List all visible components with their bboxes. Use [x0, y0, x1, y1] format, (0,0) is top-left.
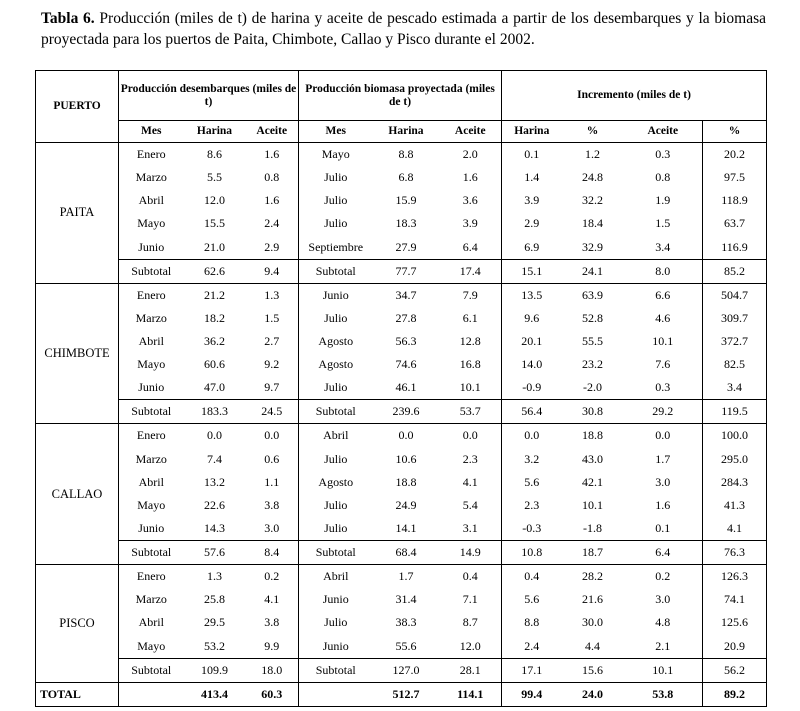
table-cell: 4.6	[655, 310, 671, 325]
table-row	[36, 448, 767, 471]
table-cell: 0.6	[264, 451, 280, 466]
subtotal-cell: 24.5	[246, 400, 299, 424]
table-cell: 3.2	[502, 448, 562, 471]
subtotal-row	[36, 400, 767, 424]
table-cell: 2.9	[264, 239, 280, 254]
table-cell: 16.8	[459, 357, 481, 372]
table-cell: 1.2	[562, 143, 624, 167]
table-cell: 24.8	[582, 170, 604, 185]
table-cell: 3.0	[264, 520, 280, 535]
table-cell: Marzo	[119, 588, 184, 611]
table-cell: 1.5	[655, 216, 671, 231]
table-cell: 0.0	[624, 424, 703, 448]
table-cell: 2.7	[264, 333, 280, 348]
header-pct-1: %	[562, 121, 624, 143]
table-cell: 126.3	[703, 565, 767, 589]
table-row	[36, 283, 767, 307]
table-cell: Abril	[119, 471, 184, 494]
table-cell: 55.6	[395, 638, 417, 653]
table-cell: Agosto	[299, 353, 373, 376]
table-cell: -2.0	[583, 380, 603, 395]
subtotal-cell: 15.6	[562, 658, 624, 682]
table-cell: 24.9	[395, 497, 417, 512]
header-mes-2: Mes	[299, 121, 373, 143]
table-cell: 55.5	[582, 333, 604, 348]
table-cell: 10.1	[459, 380, 481, 395]
subtotal-cell: 15.1	[502, 259, 562, 283]
table-cell: Enero	[119, 143, 184, 167]
table-cell: 47.0	[204, 380, 225, 395]
total-cell: 99.4	[502, 682, 562, 706]
table-cell: Julio	[299, 307, 373, 330]
subtotal-cell: 183.3	[184, 400, 246, 424]
header-harina-2: Harina	[373, 121, 440, 143]
table-cell: 74.6	[395, 357, 417, 372]
subtotal-cell: 77.7	[373, 259, 440, 283]
subtotal-cell: 18.7	[562, 540, 624, 564]
table-cell: 60.6	[204, 357, 225, 372]
table-cell: 7.1	[462, 592, 478, 607]
table-cell: 20.9	[703, 634, 767, 658]
table-cell: 0.1	[655, 520, 671, 535]
table-cell: Abril	[299, 424, 373, 448]
subtotal-cell: 17.4	[440, 259, 502, 283]
table-cell: 372.7	[703, 330, 767, 353]
table-cell: 1.6	[264, 193, 280, 208]
table-cell: 42.1	[582, 474, 604, 489]
table-cell: 15.9	[395, 193, 417, 208]
caption-label: Tabla 6.	[41, 10, 95, 27]
table-cell: 0.0	[246, 424, 299, 448]
port-name: PAITA	[36, 143, 119, 284]
header-group-incremento: Incremento (miles de t)	[502, 71, 767, 121]
subtotal-cell: 119.5	[703, 400, 767, 424]
subtotal-cell: 56.4	[502, 400, 562, 424]
subtotal-cell: Subtotal	[119, 400, 184, 424]
table-row	[36, 517, 767, 541]
table-cell: 7.4	[207, 451, 222, 466]
total-cell: 60.3	[246, 682, 299, 706]
subtotal-cell: 56.2	[703, 658, 767, 682]
header-harina-3: Harina	[502, 121, 562, 143]
table-row	[36, 189, 767, 212]
table-cell: Marzo	[119, 448, 184, 471]
table-cell: Marzo	[119, 307, 184, 330]
table-cell: 14.3	[204, 520, 225, 535]
table-cell: 52.8	[582, 310, 604, 325]
table-cell: 7.6	[655, 357, 671, 372]
subtotal-cell: 6.4	[624, 540, 703, 564]
header-pct-2: %	[703, 121, 767, 143]
table-cell: 56.3	[395, 333, 417, 348]
table-cell: 63.9	[562, 283, 624, 307]
table-cell: Septiembre	[299, 235, 373, 259]
table-cell: Junio	[299, 588, 373, 611]
table-row	[36, 212, 767, 235]
table-cell: 15.5	[204, 216, 225, 231]
table-cell: 36.2	[204, 333, 225, 348]
table-cell: Mayo	[119, 212, 184, 235]
table-cell: 21.6	[582, 592, 604, 607]
table-cell: 34.7	[373, 283, 440, 307]
subtotal-cell: 127.0	[373, 658, 440, 682]
table-cell: 6.8	[398, 170, 414, 185]
table-cell: -1.8	[583, 520, 603, 535]
table-cell: 0.1	[502, 143, 562, 167]
subtotal-row	[36, 540, 767, 564]
table-cell: 32.9	[582, 239, 604, 254]
table-cell: 63.7	[703, 212, 767, 235]
subtotal-cell: 53.7	[440, 400, 502, 424]
table-cell: 2.9	[502, 212, 562, 235]
table-cell: 28.2	[562, 565, 624, 589]
subtotal-cell: 14.9	[440, 540, 502, 564]
table-cell: 21.2	[184, 283, 246, 307]
table-cell: 3.9	[502, 189, 562, 212]
total-row	[36, 682, 767, 706]
table-cell: 41.3	[703, 494, 767, 517]
table-cell: 0.2	[246, 565, 299, 589]
table-cell: 504.7	[703, 283, 767, 307]
header-puerto: PUERTO	[53, 100, 101, 112]
subtotal-cell: 239.6	[373, 400, 440, 424]
table-cell: 3.8	[264, 497, 280, 512]
table-cell: 4.4	[585, 638, 601, 653]
table-cell: 2.4	[502, 634, 562, 658]
header-group-desembarques: Producción desembarques (miles de t)	[119, 71, 299, 121]
table-cell: Mayo	[119, 494, 184, 517]
table-cell: 3.4	[655, 239, 671, 254]
table-cell: 0.4	[440, 565, 502, 589]
header-aceite-1: Aceite	[246, 121, 299, 143]
table-cell: 1.6	[462, 170, 478, 185]
table-cell: 13.5	[502, 283, 562, 307]
table-cell: Junio	[299, 634, 373, 658]
table-cell: 97.5	[703, 166, 767, 189]
table-cell: 309.7	[703, 307, 767, 330]
table-cell: 10.1	[652, 333, 674, 348]
table-cell: 9.2	[264, 357, 280, 372]
subtotal-cell: Subtotal	[119, 259, 184, 283]
table-cell: 27.9	[395, 239, 417, 254]
table-cell: 4.1	[703, 517, 767, 541]
table-cell: Junio	[119, 235, 184, 259]
table-cell: 1.7	[655, 451, 671, 466]
table-cell: 1.6	[655, 497, 671, 512]
table-cell: 10.6	[395, 451, 417, 466]
total-cell	[119, 682, 184, 706]
table-cell: 18.2	[204, 310, 225, 325]
table-cell: 1.3	[246, 283, 299, 307]
header-group-biomasa: Producción biomasa proyectada (miles de t)	[299, 71, 502, 121]
table-cell: 1.6	[246, 143, 299, 167]
table-row	[36, 143, 767, 167]
total-cell: 413.4	[184, 682, 246, 706]
subtotal-cell: 8.4	[246, 540, 299, 564]
subtotal-row	[36, 658, 767, 682]
subtotal-cell: Subtotal	[299, 658, 373, 682]
table-cell: Julio	[299, 166, 373, 189]
table-cell: Julio	[299, 189, 373, 212]
table-cell: -0.3	[502, 517, 562, 541]
table-row	[36, 166, 767, 189]
table-cell: -0.9	[502, 376, 562, 400]
subtotal-cell: 109.9	[184, 658, 246, 682]
subtotal-cell: 85.2	[703, 259, 767, 283]
table-row	[36, 376, 767, 400]
table-cell: Abril	[299, 565, 373, 589]
subtotal-cell: Subtotal	[299, 259, 373, 283]
table-cell: 12.8	[459, 333, 481, 348]
table-cell: 74.1	[703, 588, 767, 611]
table-cell: 53.2	[204, 638, 225, 653]
table-cell: 5.4	[462, 497, 478, 512]
table-cell: 38.3	[395, 615, 417, 630]
table-cell: 12.0	[204, 193, 225, 208]
subtotal-cell: 57.6	[184, 540, 246, 564]
table-row	[36, 634, 767, 658]
table-cell: 1.3	[184, 565, 246, 589]
table-cell: 29.5	[204, 615, 225, 630]
table-cell: Julio	[299, 376, 373, 400]
table-cell: Mayo	[119, 634, 184, 658]
subtotal-cell: 62.6	[184, 259, 246, 283]
table-cell: 0.0	[184, 424, 246, 448]
table-cell: 2.1	[655, 638, 671, 653]
table-cell: 125.6	[703, 611, 767, 634]
table-cell: 1.7	[373, 565, 440, 589]
table-cell: 20.2	[703, 143, 767, 167]
table-cell: 3.4	[703, 376, 767, 400]
table-cell: 4.1	[264, 592, 280, 607]
subtotal-cell: Subtotal	[119, 540, 184, 564]
table-cell: Junio	[119, 517, 184, 541]
table-row	[36, 471, 767, 494]
table-cell: 13.2	[204, 474, 225, 489]
table-cell: 3.6	[462, 193, 478, 208]
table-cell: 5.6	[502, 588, 562, 611]
table-cell: 6.6	[624, 283, 703, 307]
table-row	[36, 307, 767, 330]
table-cell: Enero	[119, 424, 184, 448]
port-name: CALLAO	[36, 424, 119, 565]
table-cell: 284.3	[703, 471, 767, 494]
table-cell: Junio	[299, 283, 373, 307]
table-cell: 0.0	[502, 424, 562, 448]
subtotal-cell: 68.4	[373, 540, 440, 564]
table-cell: 20.1	[502, 330, 562, 353]
subtotal-cell: 28.1	[440, 658, 502, 682]
caption-text: Producción (miles de t) de harina y aceite de pescado estimada a partir de los desembarques y la biomasa proyectada para los puertos de Paita, Chimbote, Callao y Pisco durante el 2002.	[41, 10, 767, 48]
table-cell: 6.9	[502, 235, 562, 259]
table-cell: 30.0	[582, 615, 604, 630]
table-cell: 1.9	[655, 193, 671, 208]
table-cell: Abril	[119, 189, 184, 212]
table-cell: 22.6	[204, 497, 225, 512]
table-cell: 100.0	[703, 424, 767, 448]
table-cell: 18.4	[582, 216, 604, 231]
production-table	[35, 70, 767, 707]
table-cell: Enero	[119, 283, 184, 307]
table-cell: 0.0	[440, 424, 502, 448]
header-aceite-3: Aceite	[624, 121, 703, 143]
header-mes-1: Mes	[119, 121, 184, 143]
total-cell: 89.2	[703, 682, 767, 706]
table-cell: 43.0	[582, 451, 604, 466]
table-cell: 10.1	[582, 497, 604, 512]
table-cell: 116.9	[703, 235, 767, 259]
subtotal-row	[36, 259, 767, 283]
subtotal-cell: 29.2	[624, 400, 703, 424]
table-cell: 9.7	[264, 380, 280, 395]
table-row	[36, 565, 767, 589]
table-cell: 8.8	[373, 143, 440, 167]
table-cell: 2.4	[264, 216, 280, 231]
total-cell: 53.8	[624, 682, 703, 706]
table-cell: 18.3	[395, 216, 417, 231]
table-cell: 0.2	[624, 565, 703, 589]
table-cell: 3.1	[462, 520, 478, 535]
header-harina-1: Harina	[184, 121, 246, 143]
total-label: TOTAL	[36, 682, 119, 706]
table-cell: 9.9	[264, 638, 280, 653]
table-cell: Abril	[119, 611, 184, 634]
table-cell: 27.8	[395, 310, 417, 325]
subtotal-cell: 24.1	[562, 259, 624, 283]
table-cell: 46.1	[395, 380, 417, 395]
table-cell: 0.8	[264, 170, 280, 185]
table-cell: 1.4	[502, 166, 562, 189]
table-cell: Enero	[119, 565, 184, 589]
table-cell: 3.0	[655, 474, 671, 489]
port-name: CHIMBOTE	[36, 283, 119, 424]
subtotal-cell: 30.8	[562, 400, 624, 424]
table-cell: 31.4	[395, 592, 417, 607]
table-cell: Julio	[299, 494, 373, 517]
table-cell: 4.1	[462, 474, 478, 489]
total-cell: 512.7	[373, 682, 440, 706]
table-cell: 6.1	[462, 310, 478, 325]
table-cell: 12.0	[459, 638, 481, 653]
table-row	[36, 611, 767, 634]
table-cell: 3.8	[264, 615, 280, 630]
table-cell: 295.0	[703, 448, 767, 471]
total-cell: 114.1	[440, 682, 502, 706]
table-cell: 2.3	[502, 494, 562, 517]
table-cell: 8.8	[502, 611, 562, 634]
table-cell: 82.5	[703, 353, 767, 376]
table-cell: 18.8	[395, 474, 417, 489]
port-name: PISCO	[36, 565, 119, 683]
table-cell: Julio	[299, 448, 373, 471]
table-cell: Julio	[299, 212, 373, 235]
table-cell: 1.1	[264, 474, 280, 489]
subtotal-cell: 18.0	[246, 658, 299, 682]
table-cell: 0.0	[373, 424, 440, 448]
table-cell: Marzo	[119, 166, 184, 189]
table-body	[36, 143, 767, 707]
table-cell: 32.2	[582, 193, 604, 208]
table-cell: 0.3	[655, 380, 671, 395]
table-row	[36, 235, 767, 259]
table-cell: Mayo	[119, 353, 184, 376]
table-cell: Junio	[119, 376, 184, 400]
table-cell: 1.5	[264, 310, 280, 325]
total-cell	[299, 682, 373, 706]
table-cell: 0.8	[655, 170, 671, 185]
subtotal-cell: 8.0	[624, 259, 703, 283]
table-cell: 14.0	[502, 353, 562, 376]
table-cell: Agosto	[299, 471, 373, 494]
table-row	[36, 588, 767, 611]
table-cell: 118.9	[703, 189, 767, 212]
table-cell: 8.6	[184, 143, 246, 167]
subtotal-cell: 76.3	[703, 540, 767, 564]
table-cell: 14.1	[395, 520, 417, 535]
table-cell: Mayo	[299, 143, 373, 167]
table-cell: Agosto	[299, 330, 373, 353]
table-cell: 9.6	[502, 307, 562, 330]
subtotal-cell: Subtotal	[299, 400, 373, 424]
table-cell: 25.8	[204, 592, 225, 607]
table-cell: 18.8	[562, 424, 624, 448]
total-cell: 24.0	[562, 682, 624, 706]
table-row	[36, 330, 767, 353]
subtotal-cell: 17.1	[502, 658, 562, 682]
table-cell: 3.9	[462, 216, 478, 231]
table-row	[36, 494, 767, 517]
table-row	[36, 424, 767, 448]
subtotal-cell: 10.8	[502, 540, 562, 564]
table-cell: 7.9	[440, 283, 502, 307]
table-cell: 4.8	[655, 615, 671, 630]
table-cell: 6.4	[462, 239, 478, 254]
table-cell: Julio	[299, 611, 373, 634]
header-aceite-2: Aceite	[440, 121, 502, 143]
table-cell: 8.7	[462, 615, 478, 630]
subtotal-cell: 10.1	[624, 658, 703, 682]
table-cell: 3.0	[655, 592, 671, 607]
table-cell: 23.2	[582, 357, 604, 372]
table-cell: 0.3	[624, 143, 703, 167]
table-cell: Julio	[299, 517, 373, 541]
table-cell: 21.0	[204, 239, 225, 254]
table-cell: 5.6	[502, 471, 562, 494]
subtotal-cell: Subtotal	[119, 658, 184, 682]
table-cell: 5.5	[207, 170, 222, 185]
table-cell: Abril	[119, 330, 184, 353]
subtotal-cell: Subtotal	[299, 540, 373, 564]
subtotal-cell: 9.4	[246, 259, 299, 283]
table-caption	[41, 8, 766, 50]
table-cell: 2.3	[462, 451, 478, 466]
table-row	[36, 353, 767, 376]
table-cell: 2.0	[440, 143, 502, 167]
table-cell: 0.4	[502, 565, 562, 589]
